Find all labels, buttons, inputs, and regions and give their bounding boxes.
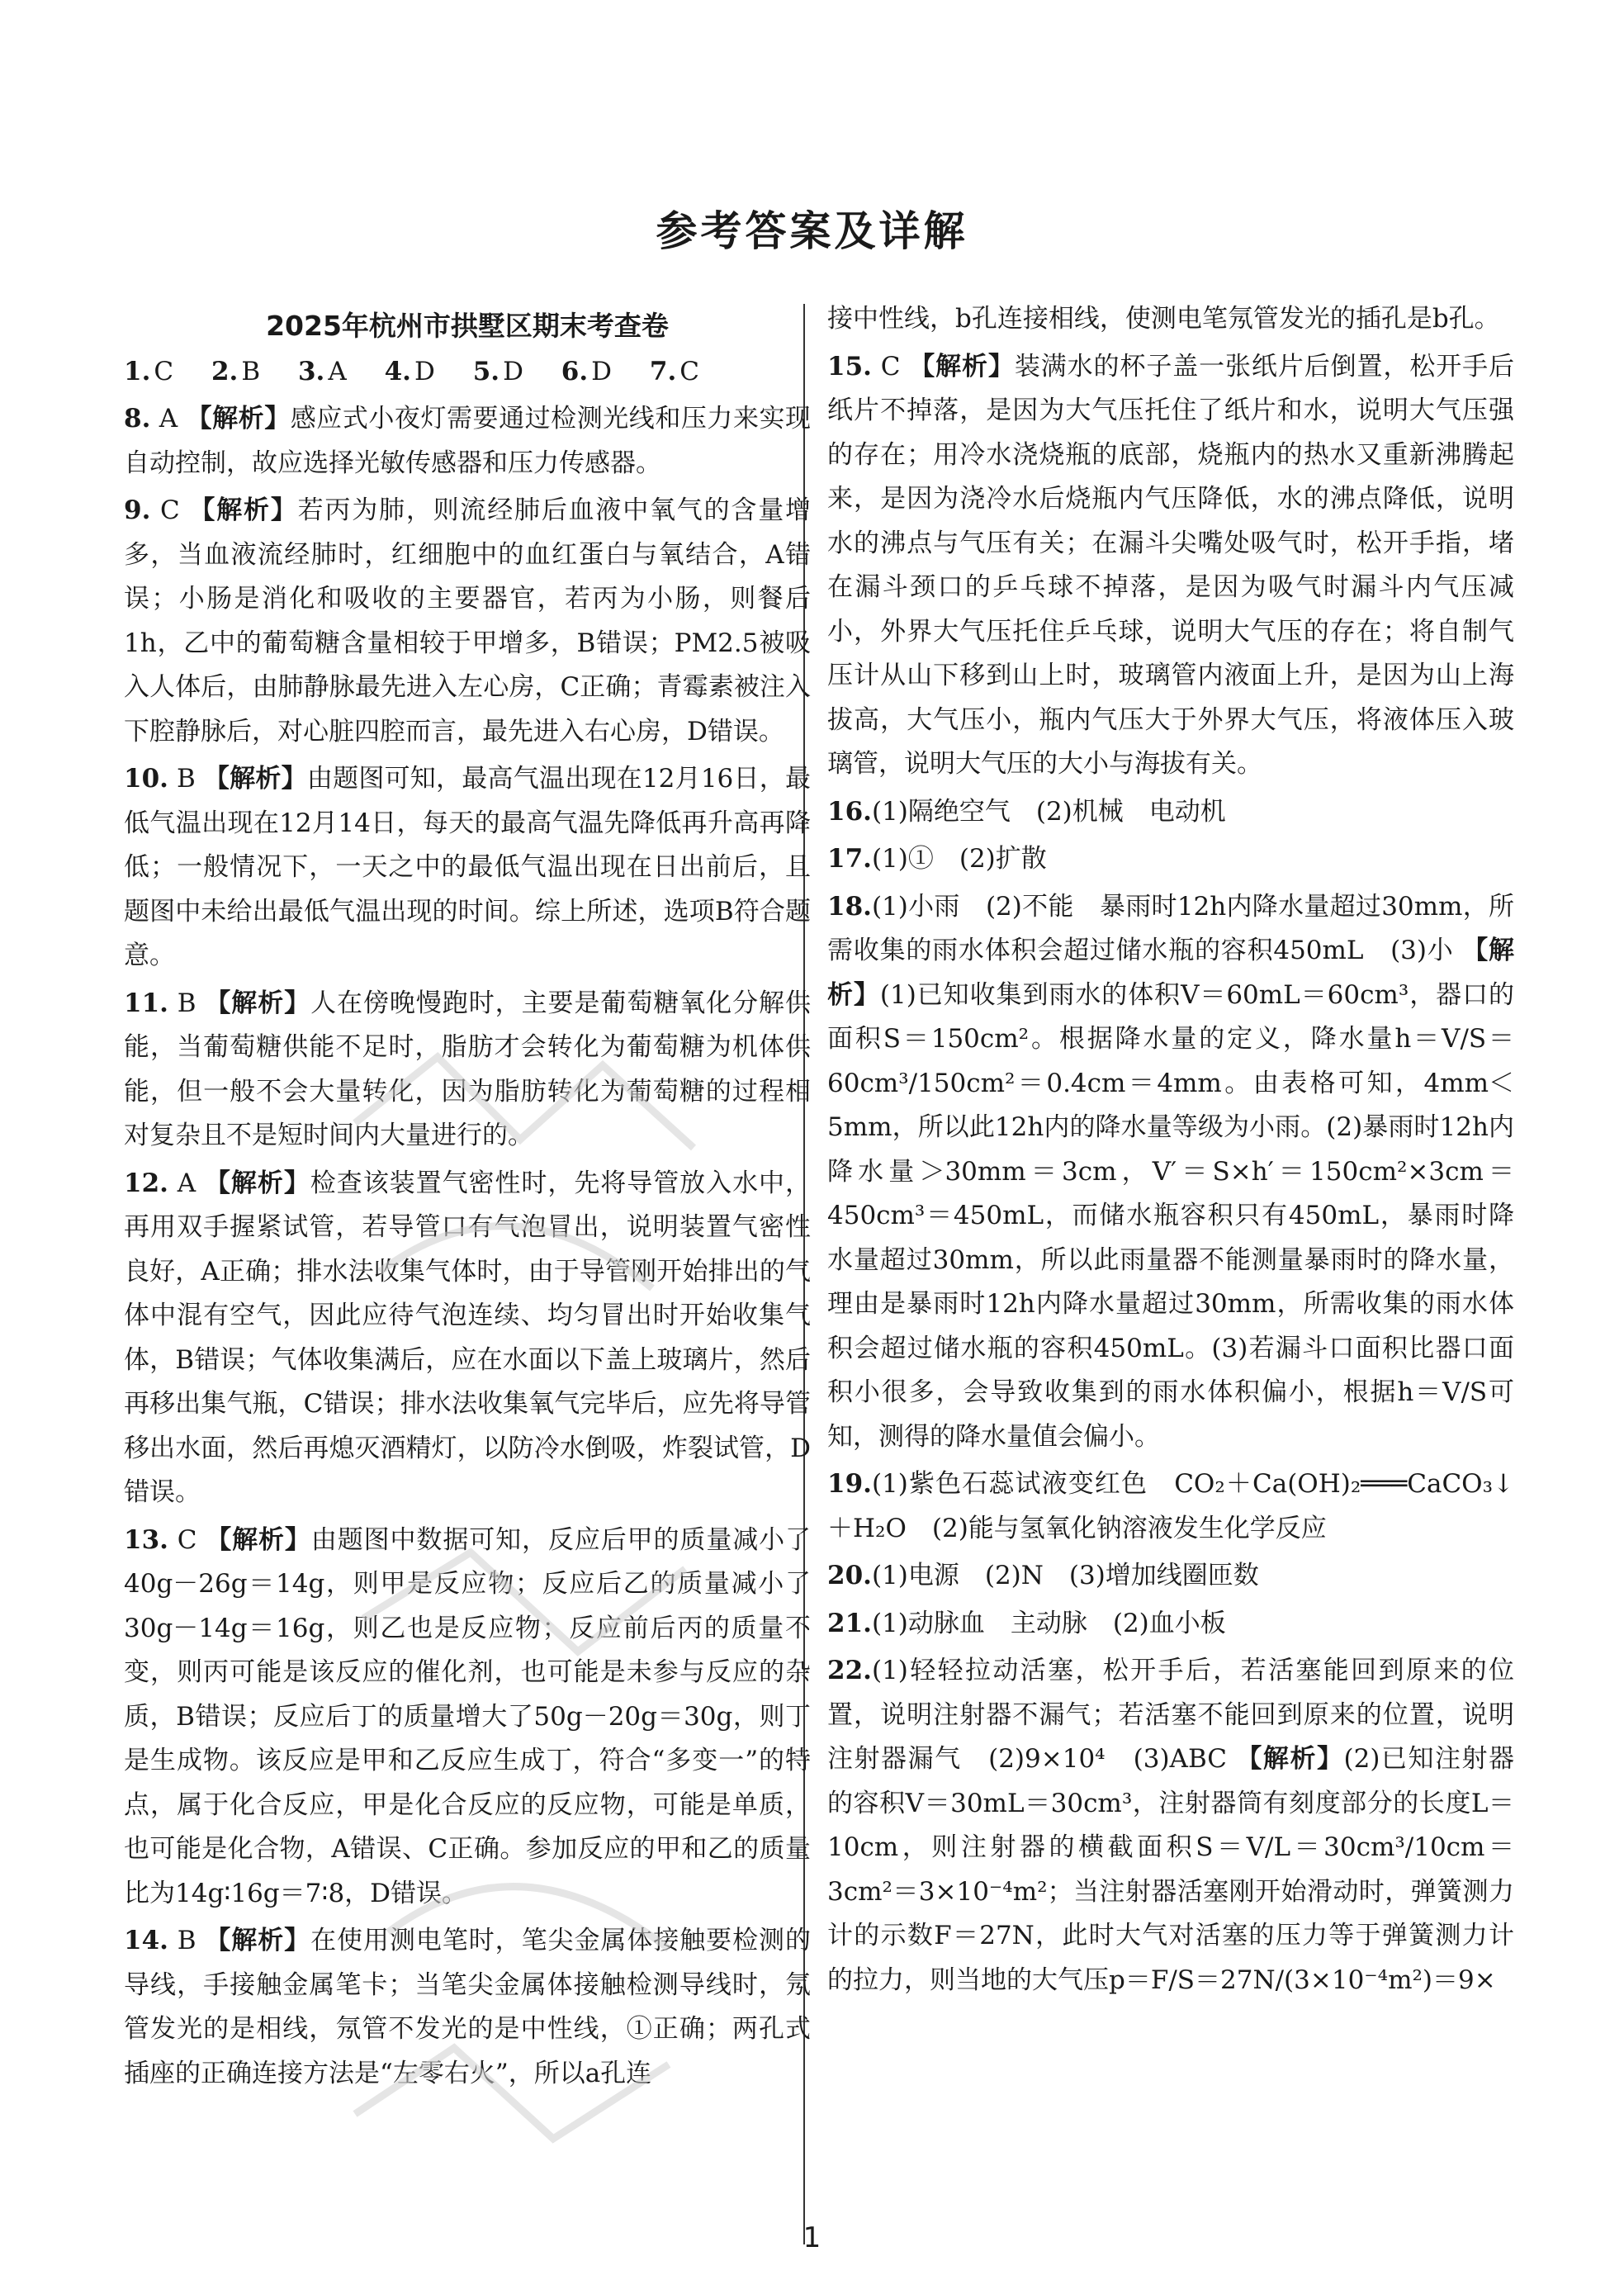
quick-answers (124, 350, 811, 395)
quick-answer: 5. D (472, 356, 523, 386)
answer-item: 12. A 【解析】检查该装置气密性时，先将导管放入水中，再用双手握紧试管，若导管口有气泡冒出，说明装置气密性良好，A正确；排水法收集气体时，由于导管刚开始排出的气体中混有空气，因此应待气泡连续、均匀冒出时开始收集气体，B错误；气体收集满后，应在水面以下盖上玻璃片，然后再移出集气瓶，C错误；排水法收集氧气完毕后，应先将导管移出水面，然后再熄灭酒精灯，以防冷水倒吸，炸裂试管，D错误。 (124, 1168, 811, 1507)
analysis-tag: 【解析】 (206, 1524, 311, 1555)
section-title: 2025年杭州市拱墅区期末考查卷 (266, 310, 669, 342)
answer-item: 15. C 【解析】装满水的杯子盖一张纸片后倒置，松开手后纸片不掉落，是因为大气压托住了纸片和水，说明大气压强的存在；用冷水浇烧瓶的底部，烧瓶内的热水又重新沸腾起来，是因为浇冷水后烧瓶内气压降低，水的沸点降低，说明水的沸点与气压有关；在漏斗尖嘴处吸气时，松开手指，堵在漏斗颈口的乒乓球不掉落，是因为吸气时漏斗内气压减小，外界大气压托住乒乓球，说明大气压的存在；将自制气压计从山下移到山上时，玻璃管内液面上升，是因为山上海拔高，大气压小，瓶内气压大于外界大气压，将液体压入玻璃管，说明大气压的大小与海拔有关。 (827, 351, 1515, 779)
answer-item: 10. B 【解析】由题图可知，最高气温出现在12月16日，最低气温出现在12月14日，每天的最高气温先降低再升高再降低；一般情况下，一天之中的最低气温出现在日出前后，且题图中未给出最低气温出现的时间。综上所述，选项B符合题意。 (124, 764, 811, 970)
analysis-tag: 【解析】 (203, 764, 307, 794)
analysis-tag: 【解析】 (827, 936, 1515, 1010)
analysis-tag: 【解析】 (205, 1926, 311, 1955)
quick-answer: 2. B (211, 356, 261, 386)
analysis-tag: 【解析】 (204, 1168, 310, 1198)
quick-answer: 6. D (561, 356, 613, 386)
answer-item: 21.(1)动脉血 主动脉 (2)血小板 (827, 1608, 1226, 1638)
page-number: 1 (803, 2221, 821, 2254)
page-title: 参考答案及详解 (656, 207, 968, 255)
left-column (124, 304, 811, 2099)
answer-continuation: 接中性线，b孔连接相线，使测电笔氖管发光的插孔是b孔。 (827, 304, 1500, 334)
answer-item: 8. A 【解析】感应式小夜灯需要通过检测光线和压力来实现自动控制，故应选择光敏传感器和压力传感器。 (124, 404, 812, 478)
right-column (827, 297, 1514, 2006)
analysis-tag: 【解析】 (186, 404, 291, 434)
answer-item: 22.(1)轻轻拉动活塞，松开手后，若活塞能回到原来的位置，说明注射器不漏气；若活塞不能回到原来的位置，说明注射器漏气 (2)9×10⁴ (3)ABC 【解析】(2)已知注射器的容积V＝30mL＝30cm³，注射器筒有刻度部分的长度L＝10cm，则注射器的横截面积S＝V/L＝30cm³/10cm＝3cm²＝3×10⁻⁴m²；当注射器活塞刚开始滑动时，弹簧测力计的示数F＝27N，此时大气对活塞的压力等于弹簧测力计的拉力，则当地的大气压p＝F/S＝27N/(3×10⁻⁴m²)＝9× (827, 1656, 1515, 1995)
answer-item: 20.(1)电源 (2)N (3)增加线圈匝数 (827, 1561, 1259, 1590)
analysis-tag: 【解析】 (205, 988, 311, 1018)
quick-answer: 1. C (124, 356, 174, 386)
answer-item: 16.(1)隔绝空气 (2)机械 电动机 (827, 796, 1226, 827)
analysis-tag: 【解析】 (909, 351, 1015, 382)
analysis-tag: 【解析】 (1236, 1744, 1344, 1774)
answer-item: 17.(1)① (2)扩散 (827, 844, 1047, 874)
quick-answer: 7. C (649, 356, 699, 386)
answer-item: 18.(1)小雨 (2)不能 暴雨时12h内降水量超过30mm，所需收集的雨水体积会超过储水瓶的容积450mL (3)小 【解析】(1)已知收集到雨水的体积V＝60mL＝60cm³，器口的面积S＝150cm²。根据降水量的定义，降水量h＝V/S＝60cm³/150cm²＝0.4cm＝4mm。由表格可知，4mm＜5mm，所以此12h内的降水量等级为小雨。(2)暴雨时12h内降水量＞30mm＝3cm，V′＝S×h′＝150cm²×3cm＝450cm³＝450mL，而储水瓶容积只有450mL，暴雨时降水量超过30mm，所以此雨量器不能测量暴雨时的降水量，理由是暴雨时12h内降水量超过30mm，所需收集的雨水体积会超过储水瓶的容积450mL。(3)若漏斗口面积比器口面积小很多，会导致收集到的雨水体积偏小，根据h＝V/S可知，测得的降水量值会偏小。 (827, 891, 1515, 1452)
answer-item: 19.(1)紫色石蕊试液变红色 CO₂＋Ca(OH)₂═══CaCO₃↓＋H₂O (2)能与氢氧化钠溶液发生化学反应 (827, 1469, 1514, 1543)
quick-answer: 4. D (384, 356, 435, 386)
answer-item: 9. C 【解析】若丙为肺，则流经肺后血液中氧气的含量增多，当血液流经肺时，红细胞中的血红蛋白与氧结合，A错误；小肠是消化和吸收的主要器官，若丙为小肠，则餐后1h，乙中的葡萄糖含量相较于甲增多，B错误；PM2.5被吸入人体后，由肺静脉最先进入左心房，C正确；青霉素被注入下腔静脉后，对心脏四腔而言，最先进入右心房，D错误。 (124, 495, 812, 746)
answer-item: 11. B 【解析】人在傍晚慢跑时，主要是葡萄糖氧化分解供能，当葡萄糖供能不足时，脂肪才会转化为葡萄糖为机体供能，但一般不会大量转化，因为脂肪转化为葡萄糖的过程相对复杂且不是短时间内大量进行的。 (124, 988, 811, 1150)
answer-item: 13. C 【解析】由题图中数据可知，反应后甲的质量减小了40g－26g＝14g，则甲是反应物；反应后乙的质量减小了30g－14g＝16g，则乙也是反应物；反应前后丙的质量不变，则丙可能是该反应的催化剂，也可能是未参与反应的杂质，B错误；反应后丁的质量增大了50g－20g＝30g，则丁是生成物。该反应是甲和乙反应生成丁，符合“多变一”的特点，属于化合反应，甲是化合反应的反应物，可能是单质，也可能是化合物，A错误、C正确。参加反应的甲和乙的质量比为14g∶16g＝7∶8，D错误。 (124, 1524, 812, 1908)
quick-answer: 3. A (297, 356, 347, 386)
answer-item: 14. B 【解析】在使用测电笔时，笔尖金属体接触要检测的导线，手接触金属笔卡；当笔尖金属体接触检测导线时，氖管发光的是相线，氖管不发光的是中性线，①正确；两孔式插座的正确连接方法是“左零右火”，所以a孔连 (124, 1926, 811, 2088)
analysis-tag: 【解析】 (189, 495, 298, 525)
